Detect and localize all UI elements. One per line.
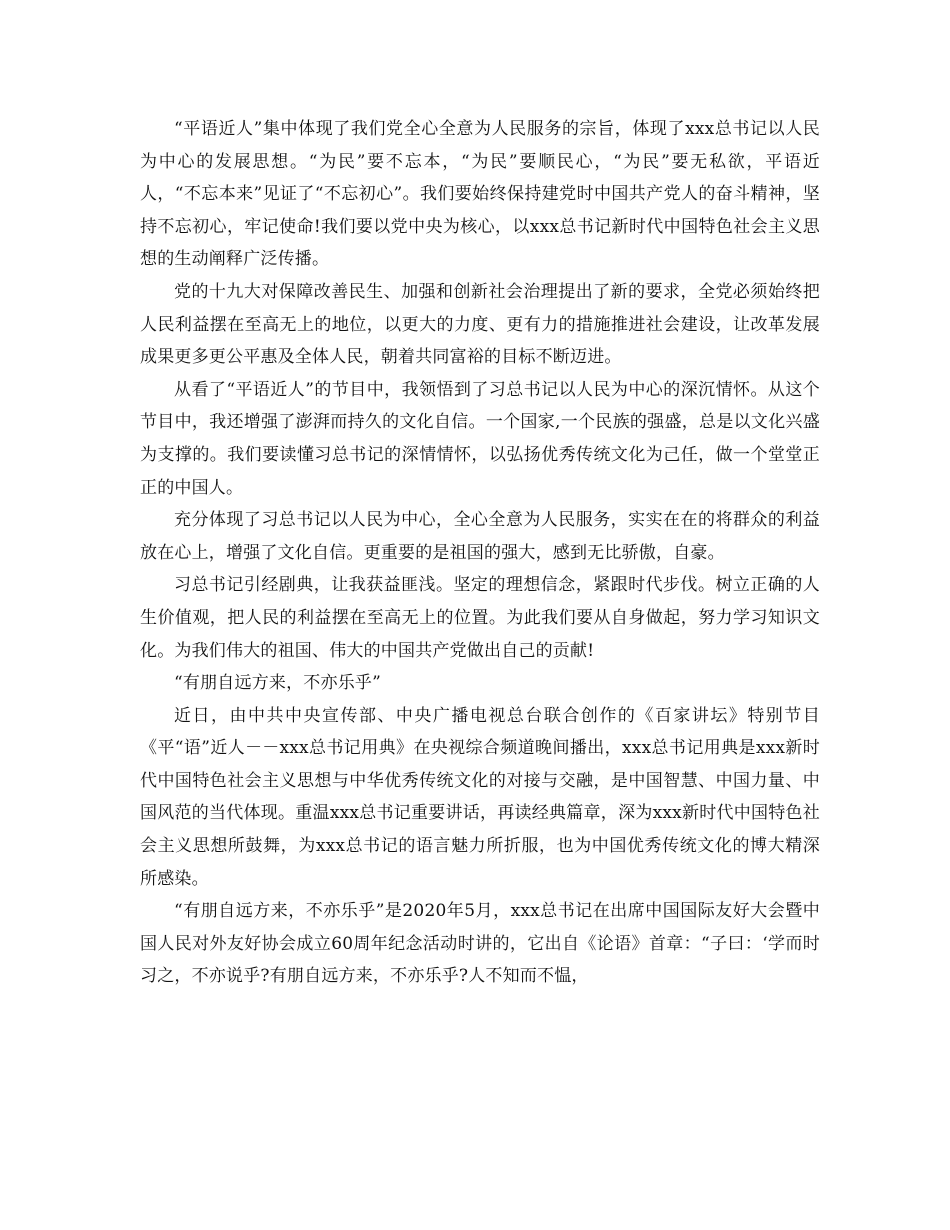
paragraph-1: “平语近人”集中体现了我们党全心全意为人民服务的宗旨，体现了xxx总书记以人民为中心的发展思想。“为民”要不忘本，“为民”要顺民心，“为民”要无私欲，平语近人，“不忘本来”见证了“不忘初心”。我们要始终保持建党时中国共产党人的奋斗精神，坚持不忘初心，牢记使命!我们要以党中央为核心，以xxx总书记新时代中国特色社会主义思想的生动阐释广泛传播。 (140, 119, 820, 270)
section-heading: “有朋自远方来，不亦乐乎” (174, 673, 381, 694)
paragraph-7: “有朋自远方来，不亦乐乎”是2020年5月，xxx总书记在出席中国国际友好大会暨中国人民对外友好协会成立60周年纪念活动时讲的，它出自《论语》首章：“子曰：‘学而时习之，不亦说乎?有朋自远方来，不亦乐乎?人不知而不愠， (140, 901, 820, 987)
paragraph-4: 充分体现了习总书记以人民为中心，全心全意为人民服务，实实在在的将群众的利益放在心上，增强了文化自信。更重要的是祖国的强大，感到无比骄傲，自豪。 (140, 510, 820, 563)
document-body (140, 113, 820, 993)
paragraph-6: 近日，由中共中央宣传部、中央广播电视总台联合创作的《百家讲坛》特别节目《平“语”近人－－xxx总书记用典》在央视综合频道晚间播出，xxx总书记用典是xxx新时代中国特色社会主义思想与中华优秀传统文化的对接与交融，是中国智慧、中国力量、中国风范的当代体现。重温xxx总书记重要讲话，再读经典篇章，深为xxx新时代中国特色社会主义思想所鼓舞，为xxx总书记的语言魅力所折服，也为中国优秀传统文化的博大精深所感染。 (140, 705, 820, 889)
paragraph-3: 从看了“平语近人”的节目中，我领悟到了习总书记以人民为中心的深沉情怀。从这个节目中，我还增强了澎湃而持久的文化自信。一个国家,一个民族的强盛，总是以文化兴盛为支撑的。我们要读懂习总书记的深情情怀，以弘扬优秀传统文化为己任，做一个堂堂正正的中国人。 (140, 379, 820, 498)
paragraph-5: 习总书记引经剧典，让我获益匪浅。坚定的理想信念，紧跟时代步伐。树立正确的人生价值观，把人民的利益摆在至高无上的位置。为此我们要从自身做起，努力学习知识文化。为我们伟大的祖国、伟大的中国共产党做出自己的贡献! (140, 575, 820, 661)
paragraph-2: 党的十九大对保障改善民生、加强和创新社会治理提出了新的要求，全党必须始终把人民利益摆在至高无上的地位，以更大的力度、更有力的措施推进社会建设，让改革发展成果更多更公平惠及全体人民，朝着共同富裕的目标不断迈进。 (140, 281, 820, 368)
